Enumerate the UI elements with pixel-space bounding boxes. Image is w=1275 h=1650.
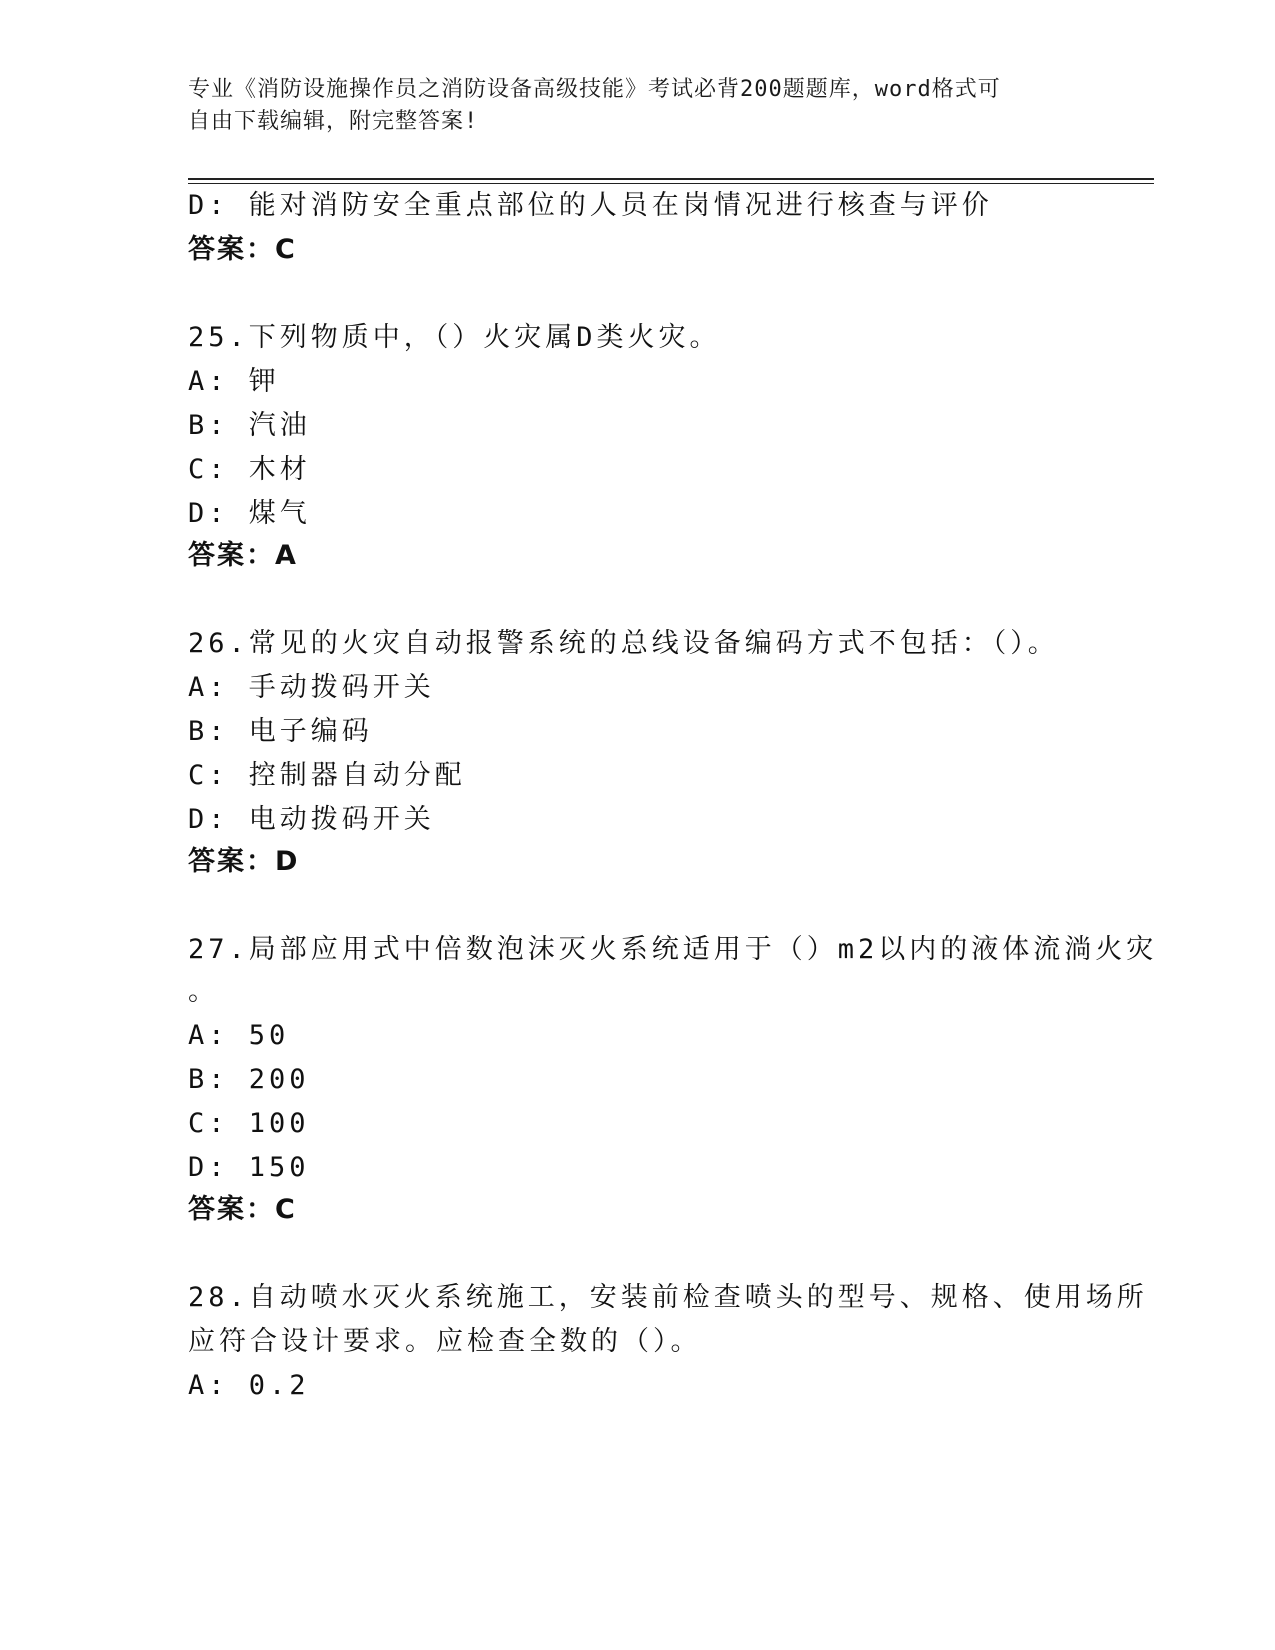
q27-option-b: B: 200 xyxy=(188,1064,310,1095)
q26-option-c: C: 控制器自动分配 xyxy=(188,760,466,791)
q26-option-d: D: 电动拨码开关 xyxy=(188,804,435,835)
header-line-2: 自由下载编辑，附完整答案! xyxy=(188,109,479,134)
header-line-1: 专业《消防设施操作员之消防设备高级技能》考试必背200题题库，word格式可 xyxy=(188,77,1001,102)
q26-answer: 答案：D xyxy=(188,846,300,877)
q27-option-a: A: 50 xyxy=(188,1020,290,1051)
q27-option-c: C: 100 xyxy=(188,1108,310,1139)
header-divider-thin xyxy=(188,183,1154,184)
q25-option-d: D: 煤气 xyxy=(188,498,311,529)
q25-option-b: B: 汽油 xyxy=(188,410,311,441)
q27-stem-line-1: 27.局部应用式中倍数泡沫灭火系统适用于（）m2以内的液体流淌火灾 xyxy=(188,934,1158,965)
q28-option-a: A: 0.2 xyxy=(188,1370,310,1401)
q28-stem-line-2: 应符合设计要求。应检查全数的（）。 xyxy=(188,1326,702,1357)
q27-stem-line-2: 。 xyxy=(188,976,219,1007)
q28-stem-line-1: 28.自动喷水灭火系统施工，安装前检查喷头的型号、规格、使用场所 xyxy=(188,1282,1148,1313)
q25-option-c: C: 木材 xyxy=(188,454,311,485)
prev-answer: 答案：C xyxy=(188,234,297,265)
q26-option-b: B: 电子编码 xyxy=(188,716,373,747)
document-header xyxy=(188,74,1068,138)
q25-answer: 答案：A xyxy=(188,540,298,571)
q26-option-a: A: 手动拨码开关 xyxy=(188,672,435,703)
header-divider-thick xyxy=(188,178,1154,180)
q27-answer: 答案：C xyxy=(188,1194,297,1225)
q27-option-d: D: 150 xyxy=(188,1152,310,1183)
q25-option-a: A: 钾 xyxy=(188,366,280,397)
prev-option-d: D: 能对消防安全重点部位的人员在岗情况进行核查与评价 xyxy=(188,190,993,221)
q25-stem: 25.下列物质中，（）火灾属D类火灾。 xyxy=(188,322,721,353)
q26-stem: 26.常见的火灾自动报警系统的总线设备编码方式不包括：（）。 xyxy=(188,628,1059,659)
